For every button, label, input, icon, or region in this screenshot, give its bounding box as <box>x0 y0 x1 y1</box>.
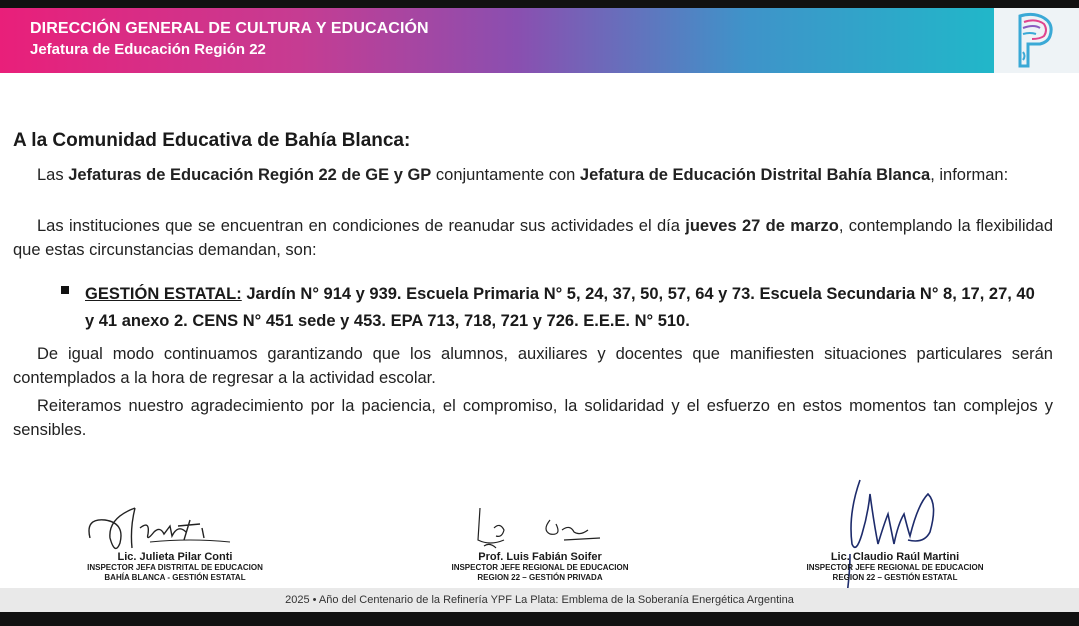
paragraph-reopening <box>13 214 1053 262</box>
signer-role: INSPECTOR JEFA DISTRITAL DE EDUCACION <box>87 563 263 572</box>
p3-text: De igual modo continuamos garantizando que los alumnos, auxiliares y docentes que manifiesten situaciones particulares serán contemplados a la hora de regresar a la actividad escolar. <box>13 345 1053 387</box>
bottom-dark-bar <box>0 612 1079 626</box>
signature-block-soifer <box>400 551 680 583</box>
p1-text-c: conjuntamente con <box>431 166 580 184</box>
signer-name: Prof. Luis Fabián Soifer <box>478 551 602 563</box>
logo-box <box>994 8 1079 73</box>
buenos-aires-province-logo-icon <box>1014 12 1058 70</box>
letterhead-subtitle: Jefatura de Educación Región 22 <box>30 41 266 58</box>
p1-text-a: Las <box>37 166 69 184</box>
p2-text-a: Las instituciones que se encuentran en condiciones de reanudar sus actividades el día <box>37 217 686 235</box>
p1-bold-district: Jefatura de Educación Distrital Bahía Blanca <box>579 166 931 184</box>
signer-area: REGION 22 – GESTIÓN ESTATAL <box>832 573 958 582</box>
signer-area: REGION 22 – GESTIÓN PRIVADA <box>477 573 603 582</box>
p4-text: Reiteramos nuestro agradecimiento por la paciencia, el compromiso, la solidaridad y el esfuerzo en estos momentos tan complejos y sensibles. <box>13 397 1053 439</box>
greeting-heading: A la Comunidad Educativa de Bahía Blanca: <box>13 130 411 151</box>
footer-band <box>0 588 1079 612</box>
signer-role: INSPECTOR JEFE REGIONAL DE EDUCACION <box>806 563 984 572</box>
footer-text: 2025 • Año del Centenario de la Refinería YPF La Plata: Emblema de la Soberanía Energética Argentina <box>285 594 794 606</box>
letterhead-banner <box>0 8 994 73</box>
paragraph-intro <box>13 163 1053 187</box>
signature-block-martini <box>760 551 1030 583</box>
signature-block-conti <box>40 551 310 583</box>
signature-martini <box>838 474 958 604</box>
bullet-text: Jardín N° 914 y 939. Escuela Primaria N° 5, 24, 37, 50, 57, 64 y 73. Escuela Secundaria N° 8, 17, 27, 40 y 41 anexo 2. CENS N° 451 sede y 453. EPA 713, 718, 721 y 726. E.E.E. N° 510. <box>85 285 1035 330</box>
bullet-label: GESTIÓN ESTATAL: <box>85 285 242 303</box>
signer-name: Lic. Julieta Pilar Conti <box>117 551 233 563</box>
signer-name: Lic. Claudio Raúl Martini <box>830 551 960 563</box>
letterhead-title: DIRECCIÓN GENERAL DE CULTURA Y EDUCACIÓN <box>30 20 429 37</box>
signer-role: INSPECTOR JEFE REGIONAL DE EDUCACION <box>451 563 629 572</box>
p2-bold-date: jueves 27 de marzo <box>685 217 839 235</box>
paragraph-particular-cases <box>13 342 1053 390</box>
signature-conti <box>80 498 240 558</box>
p1-text-e: , informan: <box>930 166 1009 184</box>
bullet-square-icon <box>61 286 69 294</box>
institutions-bullet <box>61 281 1036 335</box>
signature-soifer <box>470 500 610 555</box>
paragraph-thanks <box>13 394 1053 442</box>
top-dark-bar <box>0 0 1079 8</box>
p2-text-c: , contemplando la flexibilidad que estas circunstancias demandan, son: <box>13 217 1054 259</box>
signer-area: BAHÍA BLANCA - GESTIÓN ESTATAL <box>104 573 246 582</box>
p1-bold-regional: Jefaturas de Educación Región 22 de GE y GP <box>68 166 432 184</box>
